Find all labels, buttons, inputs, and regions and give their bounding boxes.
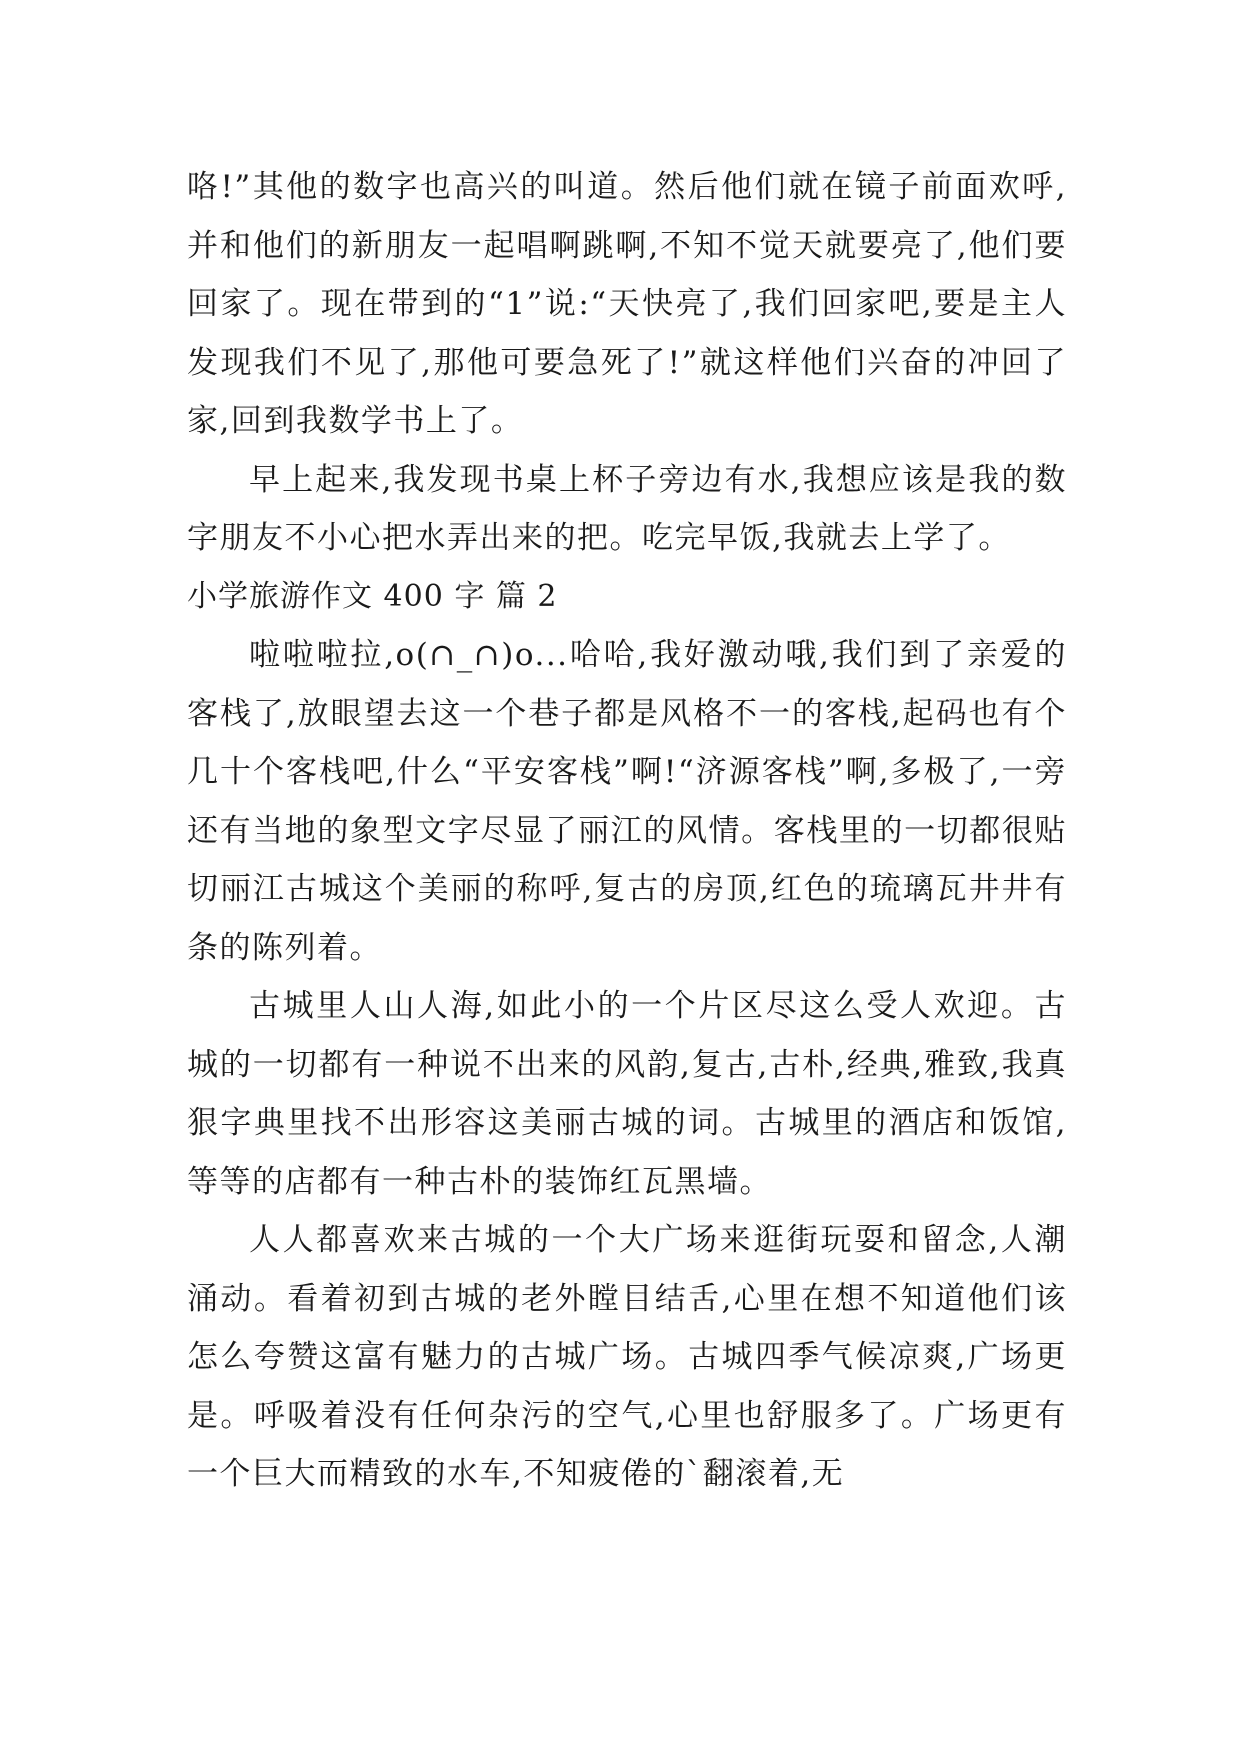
paragraph-1: 咯!”其他的数字也高兴的叫道。然后他们就在镜子前面欢呼,并和他们的新朋友一起唱啊跳啊,不知不觉天就要亮了,他们要回家了。现在带到的“1”说:“天快亮了,我们回家吧,要是主人发现我们不见了,那他可要急死了!”就这样他们兴奋的冲回了家,回到我数学书上了。 <box>187 169 1067 439</box>
paragraph-4: 古城里人山人海,如此小的一个片区尽这么受人欢迎。古城的一切都有一种说不出来的风韵,复古,古朴,经典,雅致,我真狠字典里找不出形容这美丽古城的词。古城里的酒店和饭馆,等等的店都有一种古朴的装饰红瓦黑墙。 <box>187 988 1067 1200</box>
paragraph-5: 人人都喜欢来古城的一个大广场来逛街玩耍和留念,人潮涌动。看着初到古城的老外瞠目结舌,心里在想不知道他们该怎么夸赞这富有魅力的古城广场。古城四季气候凉爽,广场更是。呼吸着没有任何杂污的空气,心里也舒服多了。广场更有一个巨大而精致的水车,不知疲倦的`翻滚着,无 <box>187 1222 1067 1492</box>
document-body <box>187 158 1067 1504</box>
paragraph-2: 早上起来,我发现书桌上杯子旁边有水,我想应该是我的数字朋友不小心把水弄出来的把。吃完早饭,我就去上学了。 <box>187 461 1067 556</box>
paragraph-3: 啦啦啦拉,o(∩_∩)o...哈哈,我好激动哦,我们到了亲爱的客栈了,放眼望去这一个巷子都是风格不一的客栈,起码也有个几十个客栈吧,什么“平安客栈”啊!“济源客栈”啊,多极了,一旁还有当地的象型文字尽显了丽江的风情。客栈里的一切都很贴切丽江古城这个美丽的称呼,复古的房顶,红色的琉璃瓦井井有条的陈列着。 <box>187 637 1067 966</box>
section-heading: 小学旅游作文 400 字 篇 2 <box>187 578 558 614</box>
